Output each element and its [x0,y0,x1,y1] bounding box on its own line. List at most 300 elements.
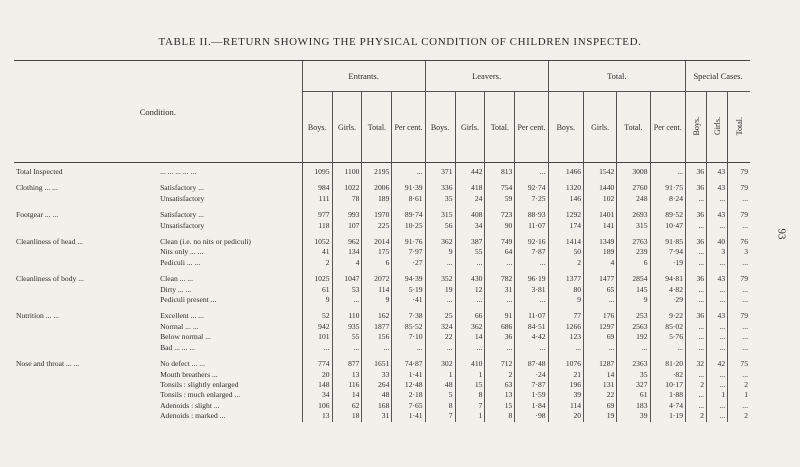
value-cell: ... [650,343,686,353]
value-cell: ... [686,295,707,305]
value-cell: 387 [455,237,485,247]
sub-condition-label: Adenoids : marked ... [160,411,226,421]
value-cell: 2563 [617,322,650,332]
value-cell: 4·42 [515,332,548,342]
value-cell: 42 [707,359,728,369]
table-row [14,411,750,421]
table-row [14,210,750,220]
category-label [14,370,158,380]
value-cell: ... [686,247,707,257]
value-cell: ... [728,343,750,353]
value-cell: ... [485,343,515,353]
value-cell: ... [455,258,485,268]
value-cell: 352 [425,274,455,284]
total-sub-header-4: Per cent. [650,92,686,163]
value-cell: 9 [548,295,583,305]
value-cell: 1 [455,411,485,421]
sub-condition-label: Nits only ... ... [160,247,204,257]
value-cell: 34 [302,390,332,400]
value-cell: ... [686,370,707,380]
value-cell: ... [392,343,425,353]
value-cell: ... [617,343,650,353]
value-cell: ... [707,285,728,295]
value-cell: 1·41 [392,370,425,380]
value-cell: ... [302,343,332,353]
value-cell: 175 [362,247,392,257]
value-cell: 1377 [548,274,583,284]
value-cell: 1100 [332,167,362,177]
value-cell: 174 [548,221,583,231]
table-row [14,401,750,411]
value-cell: 79 [728,311,750,321]
special-sub-header-1 [686,92,707,163]
value-cell: 43 [707,183,728,193]
value-cell: ·19 [650,258,686,268]
table-row [14,370,750,380]
value-cell: ... [707,332,728,342]
table-title: TABLE II.—RETURN SHOWING THE PHYSICAL CONDITION OF CHILDREN INSPECTED. [158,36,642,48]
table-row [14,332,750,342]
value-cell: 40 [707,237,728,247]
special-sub-header-label: Girls. [712,117,722,135]
value-cell: ... [686,343,707,353]
value-cell: 1266 [548,322,583,332]
value-cell: 371 [425,167,455,177]
value-cell: 92·74 [515,183,548,193]
value-cell: 64 [485,247,515,257]
value-cell: 5·19 [392,285,425,295]
value-cell: 1477 [584,274,617,284]
value-cell: 248 [617,194,650,204]
value-cell: 96·19 [515,274,548,284]
value-cell: 12 [455,285,485,295]
entrants-header: Entrants. [302,61,425,92]
table-row [14,390,750,400]
value-cell: 24 [455,194,485,204]
value-cell: 7·94 [650,247,686,257]
sub-condition-label: Clean ... ... [160,274,193,284]
value-cell: 1022 [332,183,362,193]
sub-condition-label: Adenoids : slight ... [160,400,220,410]
value-cell: 7·10 [392,332,425,342]
value-cell: ... [332,295,362,305]
value-cell: 33 [362,370,392,380]
table-row [14,167,750,177]
value-cell: ... [728,221,750,231]
leavers-sub-header-2: Girls. [455,92,485,163]
value-cell: 81·20 [650,359,686,369]
total-sub-header-2: Girls. [584,92,617,163]
value-cell: ... [515,167,548,177]
value-cell: 253 [617,311,650,321]
value-cell: ... [707,343,728,353]
value-cell: 43 [707,274,728,284]
value-cell: 2 [728,380,750,390]
value-cell: 774 [302,359,332,369]
value-cell: 2072 [362,274,392,284]
value-cell: 2 [686,411,707,421]
value-cell: 21 [548,370,583,380]
value-cell: 78 [332,194,362,204]
value-cell: 1 [728,390,750,400]
value-cell: 43 [707,311,728,321]
table-row [14,295,750,305]
value-cell: ... [686,322,707,332]
value-cell: 10·17 [650,380,686,390]
value-cell: 35 [425,194,455,204]
value-cell: 15 [485,401,515,411]
category-label [14,411,158,421]
value-cell: 1 [707,390,728,400]
table-row [14,380,750,390]
table-row [14,221,750,231]
value-cell: 239 [617,247,650,257]
value-cell: ... [515,258,548,268]
value-cell: ... [548,343,583,353]
value-cell: 408 [455,210,485,220]
entrants-sub-header-3: Total. [362,92,392,163]
value-cell: 79 [728,167,750,177]
value-cell: 1·19 [650,411,686,421]
value-cell: ... [362,343,392,353]
value-cell: 85·52 [392,322,425,332]
value-cell: 336 [425,183,455,193]
value-cell: 80 [548,285,583,295]
value-cell: 2 [302,258,332,268]
value-cell: 56 [425,221,455,231]
value-cell: ... [650,167,686,177]
category-label: Cleanliness of body ... [16,274,84,284]
value-cell: 36 [686,311,707,321]
category-label [14,247,158,257]
value-cell: ... [728,285,750,295]
value-cell: 782 [485,274,515,284]
value-cell: 13 [332,370,362,380]
value-cell: 36 [686,183,707,193]
value-cell: 1542 [584,167,617,177]
value-cell: 106 [302,401,332,411]
value-cell: 39 [548,390,583,400]
value-cell: 39 [617,411,650,421]
value-cell: ... [455,295,485,305]
table-row [14,322,750,332]
value-cell: 749 [485,237,515,247]
value-cell: 43 [707,167,728,177]
value-cell: ... [584,295,617,305]
value-cell: 20 [302,370,332,380]
value-cell: 146 [548,194,583,204]
value-cell: 50 [548,247,583,257]
value-cell: 53 [332,285,362,295]
value-cell: 43 [707,210,728,220]
value-cell: 442 [455,167,485,177]
value-cell: 14 [584,370,617,380]
value-cell: 1·59 [515,390,548,400]
value-cell: 192 [617,332,650,342]
value-cell: 131 [584,380,617,390]
value-cell: ... [686,194,707,204]
value-cell: 1·84 [515,401,548,411]
value-cell: 7·87 [515,380,548,390]
value-cell: 25 [425,311,455,321]
category-label [14,194,158,204]
value-cell: 2 [686,380,707,390]
value-cell: 1320 [548,183,583,193]
value-cell: ... [707,401,728,411]
value-cell: 189 [584,247,617,257]
value-cell: 315 [425,210,455,220]
value-cell: 1297 [584,322,617,332]
value-cell: 189 [362,194,392,204]
value-cell: ... [707,221,728,231]
value-cell: ... [686,390,707,400]
value-cell: 148 [302,380,332,390]
table-row [14,311,750,321]
table-row [14,274,750,284]
value-cell: 34 [455,221,485,231]
value-cell: 2·18 [392,390,425,400]
sub-condition-label: No defect ... ... [160,359,205,369]
value-cell: 2854 [617,274,650,284]
value-cell: 686 [485,322,515,332]
category-label: Footgear ... ... [16,210,59,220]
sub-condition-label: Normal ... ... [160,321,199,331]
value-cell: 984 [302,183,332,193]
value-cell: 7 [425,411,455,421]
value-cell: 264 [362,380,392,390]
value-cell: 2363 [617,359,650,369]
value-cell: ... [707,370,728,380]
value-cell: 2693 [617,210,650,220]
value-cell: 55 [332,332,362,342]
value-cell: 145 [617,285,650,295]
value-cell: 48 [425,380,455,390]
sub-condition-label: Excellent ... ... [160,311,204,321]
value-cell: ... [515,295,548,305]
value-cell: 2760 [617,183,650,193]
value-cell: ... [728,332,750,342]
value-cell: ·24 [515,370,548,380]
value-cell: 4 [584,258,617,268]
value-cell: 2 [485,370,515,380]
value-cell: 4·74 [650,401,686,411]
value-cell: ... [707,322,728,332]
category-label: Nose and throat ... ... [16,359,80,369]
leavers-sub-header-1: Boys. [425,92,455,163]
value-cell: 1292 [548,210,583,220]
value-cell: ... [728,370,750,380]
value-cell: 65 [584,285,617,295]
category-label [14,295,158,305]
value-cell: 156 [362,332,392,342]
value-cell: 1047 [332,274,362,284]
value-cell: 91·76 [392,237,425,247]
value-cell: 1 [455,370,485,380]
value-cell: 35 [617,370,650,380]
value-cell: 1·88 [650,390,686,400]
value-cell: 102 [584,194,617,204]
value-cell: 66 [455,311,485,321]
table-body [14,163,750,422]
value-cell: 79 [728,274,750,284]
category-label [14,258,158,268]
value-cell: 1440 [584,183,617,193]
value-cell: 1877 [362,322,392,332]
sub-condition-label: Unsatisfactory [160,220,205,230]
value-cell: 9 [425,247,455,257]
category-label: Cleanliness of head ... [16,237,84,247]
value-cell: 123 [548,332,583,342]
value-cell: 4 [332,258,362,268]
value-cell: ... [485,258,515,268]
value-cell: 1401 [584,210,617,220]
total-sub-header-3: Total. [617,92,650,163]
value-cell: 36 [686,237,707,247]
value-cell: 8 [455,390,485,400]
category-label [14,322,158,332]
page-number: 93 [775,228,788,240]
value-cell: 3008 [617,167,650,177]
value-cell: 5 [425,390,455,400]
value-cell: 92·16 [515,237,548,247]
category-label [14,390,158,400]
special-cases-header: Special Cases. [686,61,750,92]
value-cell: 877 [332,359,362,369]
value-cell: 18 [332,411,362,421]
value-cell: 91·75 [650,183,686,193]
sub-condition-label: Bad ... ... ... [160,342,196,352]
value-cell: 1970 [362,210,392,220]
value-cell: 1287 [584,359,617,369]
value-cell: 88·93 [515,210,548,220]
value-cell: 8 [425,401,455,411]
value-cell: 114 [548,401,583,411]
value-cell: 225 [362,221,392,231]
leavers-sub-header-4: Per cent. [515,92,548,163]
value-cell: 36 [485,332,515,342]
sub-condition-label: Pediculi present ... [160,295,217,305]
value-cell: 91·39 [392,183,425,193]
value-cell: 162 [362,311,392,321]
value-cell: 1095 [302,167,332,177]
value-cell: ... [425,295,455,305]
value-cell: 77 [548,311,583,321]
value-cell: 10·47 [650,221,686,231]
category-label [14,221,158,231]
value-cell: 418 [455,183,485,193]
value-cell: ... [707,380,728,390]
value-cell: 110 [332,311,362,321]
value-cell: ... [425,343,455,353]
value-cell: ... [425,258,455,268]
value-cell: 36 [686,167,707,177]
special-sub-header-label: Total. [734,116,744,136]
sub-condition-label: Satisfactory ... [160,183,204,193]
leavers-sub-header-3: Total. [485,92,515,163]
value-cell: 94·81 [650,274,686,284]
value-cell: 36 [686,274,707,284]
value-cell: 962 [332,237,362,247]
category-label: Nutrition ... ... [16,311,60,321]
value-cell: 2006 [362,183,392,193]
value-cell: 111 [302,194,332,204]
value-cell: 69 [584,401,617,411]
value-cell: 8·61 [392,194,425,204]
value-cell: 31 [362,411,392,421]
value-cell: 87·48 [515,359,548,369]
value-cell: 15 [455,380,485,390]
special-sub-header-3 [728,92,750,163]
value-cell: 141 [584,221,617,231]
sub-condition-label: Satisfactory ... [160,210,204,220]
value-cell: ... [728,401,750,411]
value-cell: ·82 [650,370,686,380]
sub-condition-label: Dirty ... ... [160,284,192,294]
value-cell: 196 [548,380,583,390]
value-cell: 7·65 [392,401,425,411]
value-cell: 91 [485,311,515,321]
value-cell: 19 [584,411,617,421]
value-cell: 84·51 [515,322,548,332]
value-cell: ... [515,343,548,353]
value-cell: 79 [728,210,750,220]
value-cell: 74·87 [392,359,425,369]
value-cell: ·29 [650,295,686,305]
value-cell: ·98 [515,411,548,421]
sub-condition-label: Tonsils : much enlarged ... [160,390,241,400]
value-cell: 55 [455,247,485,257]
value-cell: 118 [302,221,332,231]
value-cell: 1349 [584,237,617,247]
value-cell: 993 [332,210,362,220]
value-cell: ·27 [392,258,425,268]
table-row [14,237,750,247]
value-cell: ... [707,295,728,305]
entrants-sub-header-1: Boys. [302,92,332,163]
category-label: Total Inspected [16,167,63,176]
value-cell: 52 [302,311,332,321]
sub-condition-label: Unsatisfactory [160,193,205,203]
value-cell: 41 [302,247,332,257]
value-cell: ... [728,295,750,305]
value-cell: 69 [584,332,617,342]
value-cell: 63 [485,380,515,390]
value-cell: ·41 [392,295,425,305]
value-cell: ... [707,411,728,421]
physical-condition-table [14,60,750,422]
value-cell: 36 [686,210,707,220]
value-cell: 9·22 [650,311,686,321]
special-sub-header-label: Boys. [691,116,701,136]
special-sub-header-2 [707,92,728,163]
value-cell: 754 [485,183,515,193]
value-cell: 76 [728,237,750,247]
value-cell: 1076 [548,359,583,369]
value-cell: 168 [362,401,392,411]
category-label [14,380,158,390]
value-cell: ... [686,285,707,295]
leavers-header: Leavers. [425,61,548,92]
value-cell: 1025 [302,274,332,284]
value-cell: 1052 [302,237,332,247]
value-cell: 59 [485,194,515,204]
value-cell: ... [728,322,750,332]
value-cell: 7·25 [515,194,548,204]
value-cell: 8 [485,411,515,421]
value-cell: 114 [362,285,392,295]
value-cell: 7·87 [515,247,548,257]
value-cell: ... [455,343,485,353]
